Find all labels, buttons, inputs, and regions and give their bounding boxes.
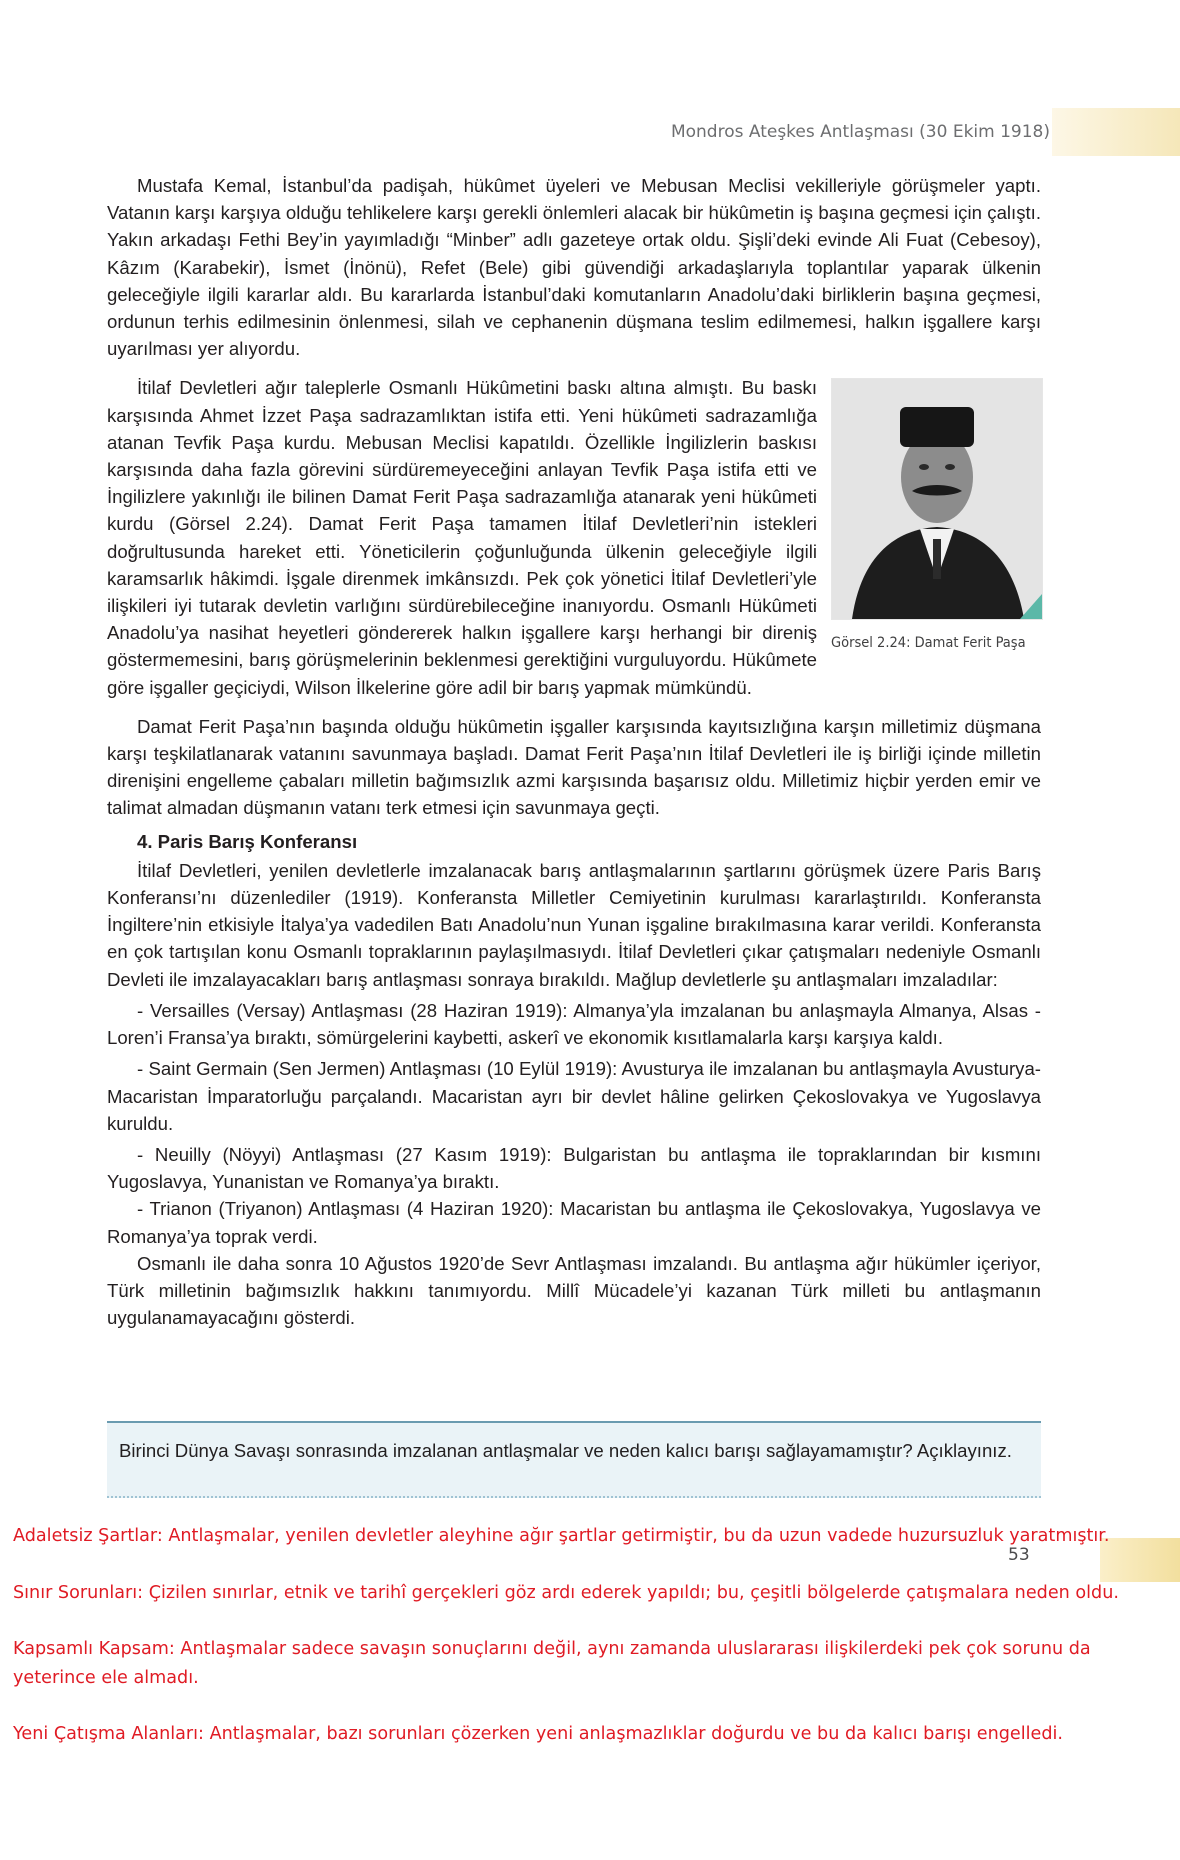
figure-caption: Görsel 2.24: Damat Ferit Paşa	[831, 635, 1026, 652]
section-heading-paris: 4. Paris Barış Konferansı	[137, 830, 358, 852]
handwritten-answers	[13, 1522, 1163, 1777]
answer-item: Sınır Sorunları: Çizilen sınırlar, etnik ve tarihî gerçekleri göz ardı ederek yapıldı; bu, çeşitli bölgelerde çatışmalara neden oldu.	[13, 1582, 1119, 1603]
paragraph-mustafa-kemal: Mustafa Kemal, İstanbul’da padişah, hükûmet üyeleri ve Mebusan Meclisi vekilleriyle görüşmeler yaptı. Vatanın karşı karşıya olduğu tehlikelere karşı gerekli önlemleri alacak bir hükûmetin iş başına geçmesi için çalıştı. Yakın arkadaşı Fethi Bey’in yayımladığı “Minber” adlı gazeteye ortak oldu. Şişli’deki evinde Ali Fuat (Cebesoy), Kâzım (Karabekir), İsmet (İnönü), Refet (Bele) gibi güvendiği arkadaşlarıyla toplantılar yaparak ülkenin geleceğiyle ilgili kararlar aldı. Bu kararlarda İstanbul’daki komutanların Anadolu’daki birliklerin başına geçmesi, ordunun terhis edilmesinin önlenmesi, silah ve cephanenin düşmana teslim edilmemesi, halkın işgallere karşı uyarılması yer alıyordu.	[107, 175, 1041, 360]
portrait-photo	[831, 378, 1043, 620]
question-box	[107, 1421, 1041, 1498]
page-number: 53	[1008, 1545, 1030, 1565]
paragraph-sevr: Osmanlı ile daha sonra 10 Ağustos 1920’de Sevr Antlaşması imzalandı. Bu antlaşma ağır hükümler içeriyor, Türk milletinin bağımsızlık hakkını tanımıyordu. Millî Mücadele’yi kazanan Türk milleti bu antlaşmanın uygulanamayacağını gösterdi.	[107, 1252, 1041, 1329]
paragraph-itilaf-pressure: İtilaf Devletleri ağır taleplerle Osmanlı Hükûmetini baskı altına almıştı. Bu baskı karşısında Ahmet İzzet Paşa sadrazamlıktan istifa etti. Yeni hükûmeti sadrazamlığa atanan Tevfik Paşa kurdu. Mebusan Meclisi kapatıldı. Özellikle İngilizlerin baskısı karşısında daha fazla görevini sürdüremeyeceğini anlayan Tevfik Paşa istifa etti ve İngilizlere yakınlığı ile bilinen Damat Ferit Paşa sadrazamlığa atanarak yeni hükûmeti kurdu (Görsel 2.24). Damat Ferit Paşa tamamen İtilaf Devletleri’nin istekleri doğrultusunda hareket etti. Yöneticilerin çoğunluğunda ülkenin geleceğiyle ilgili karamsarlık hâkimdi. İşgale direnmek imkânsızdı. Pek çok yönetici İtilaf Devletleri’yle ilişkileri iyi tutarak devletin varlığını sürdürebileceğine inanıyordu. Osmanlı Hükûmeti Anadolu’ya nasihat heyetleri göndererek halkın işgallere karşı herhangi bir direniş göstermemesini, barış görüşmelerinin beklenmesi gerektiğini vurguluyordu. Hükûmete göre işgaller geçiciydi, Wilson İlkelerine göre adil bir barış yapmak mümkündü.	[107, 377, 817, 698]
paragraph-damat-ferit: Damat Ferit Paşa’nın başında olduğu hükûmetin işgaller karşısında kayıtsızlığına karşın milletimiz düşmana karşı teşkilatlanarak vatanını savunmaya başladı. Damat Ferit Paşa’nın İtilaf Devletleri ile iş birliği içinde milletin direnişini engelleme çabaları milletin bağımsızlık azmi karşısında başarısız oldu. Milletimiz hiçbir yerden emir ve talimat almadan düşmanın vatanı terk etmesi için savunmaya geçti.	[107, 715, 1041, 819]
paragraph-neuilly: - Neuilly (Nöyyi) Antlaşması (27 Kasım 1919): Bulgaristan bu antlaşma ile topraklarından bir kısmını Yugoslavya, Yunanistan ve Romanya’ya bıraktı.	[107, 1143, 1041, 1193]
question-text: Birinci Dünya Savaşı sonrasında imzalanan antlaşmalar ve neden kalıcı barışı sağlayamamıştır? Açıklayınız.	[119, 1440, 1012, 1461]
answer-item: Adaletsiz Şartlar: Antlaşmalar, yenilen devletler aleyhine ağır şartlar getirmiştir, bu da uzun vadede huzursuzluk yaratmıştır.	[13, 1526, 1110, 1546]
answer-item: Kapsamlı Kapsam: Antlaşmalar sadece savaşın sonuçlarını değil, aynı zamanda uluslararası ilişkilerdeki pek çok sorunu da yeterince ele almadı.	[13, 1639, 1091, 1688]
paragraph-versailles: - Versailles (Versay) Antlaşması (28 Haziran 1919): Almanya’yla imzalanan bu anlaşmayla Almanya, Alsas - Loren’i Fransa’ya bıraktı, sömürgelerini kaybetti, askerî ve ekonomik kısıtlamalarla karşı karşıya kaldı.	[107, 999, 1041, 1049]
main-text-block	[107, 172, 1041, 1331]
paragraph-paris-conference: İtilaf Devletleri, yenilen devletlerle imzalanacak barış antlaşmalarının şartlarını görüşmek üzere Paris Barış Konferansı’nı düzenlediler (1919). Konferansta Milletler Cemiyetinin kurulması kararlaştırıldı. Konferansta İngiltere’nin etkisiyle İtalya’ya vadedilen Batı Anadolu’nun Yunan işgaline bırakılmasına karar verildi. Konferansta en çok tartışılan konu Osmanlı topraklarının paylaşılmasıydı. İtilaf Devletleri çıkar çatışmaları nedeniyle Osmanlı Devleti ile imzalayacakları barış antlaşması sonraya bırakıldı. Mağlup devletlerle şu antlaşmaları imzaladılar:	[107, 859, 1041, 990]
running-header: Mondros Ateşkes Antlaşması (30 Ekim 1918)	[670, 122, 1050, 142]
paragraph-saint-germain: - Saint Germain (Sen Jermen) Antlaşması (10 Eylül 1919): Avusturya ile imzalanan bu antlaşmayla Avusturya-Macaristan İmparatorluğu parçalandı. Macaristan ayrı bir devlet hâline gelirken Çekoslovakya ve Yugoslavya kuruldu.	[107, 1058, 1041, 1134]
answer-item: Yeni Çatışma Alanları: Antlaşmalar, bazı sorunları çözerken yeni anlaşmazlıklar doğurdu ve bu da kalıcı barışı engelledi.	[13, 1724, 1064, 1744]
portrait-illustration	[832, 379, 1042, 619]
paragraph-trianon: - Trianon (Triyanon) Antlaşması (4 Haziran 1920): Macaristan bu antlaşma ile Çekoslovakya, Yugoslavya ve Romanya’ya toprak verdi.	[107, 1198, 1041, 1247]
figure-damat-ferit	[831, 378, 1041, 657]
header-accent-band	[1052, 108, 1180, 156]
